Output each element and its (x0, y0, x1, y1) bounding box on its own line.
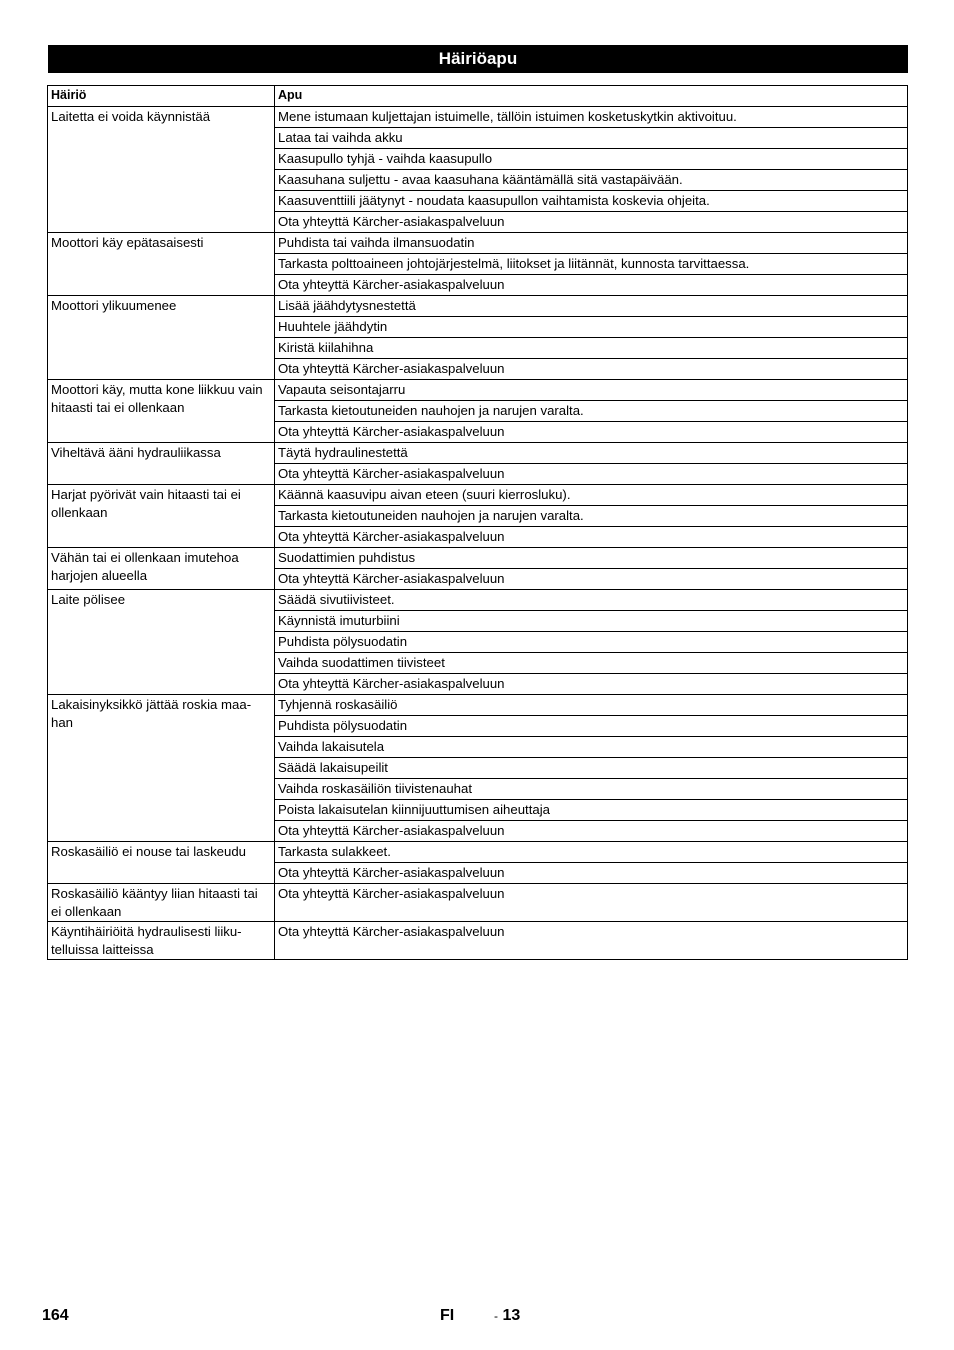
help-cell: Huuhtele jäähdytin (275, 317, 908, 338)
page-number: 164 (42, 1307, 69, 1324)
help-cell: Tarkasta polttoaineen johtojärjestelmä, liitokset ja liitännät, kunnosta tarvittaessa. (275, 254, 908, 275)
help-cell: Ota yhteyttä Kärcher-asiakaspalveluun (275, 569, 908, 590)
help-cell: Käynnistä imuturbiini (275, 611, 908, 632)
help-cell: Ota yhteyttä Kärcher-asiakaspalveluun (275, 464, 908, 485)
fault-cell: Moottori käy epätasaisesti (48, 233, 275, 296)
fault-cell: Roskasäiliö kääntyy liian hitaasti tai ei ollenkaan (48, 884, 275, 922)
table-row (48, 590, 908, 611)
table-row (48, 296, 908, 317)
language-code: FI (440, 1307, 455, 1324)
help-cell: Mene istumaan kuljettajan istuimelle, tällöin istuimen kosketuskytkin aktivoituu. (275, 107, 908, 128)
help-cell: Tyhjennä roskasäiliö (275, 695, 908, 716)
help-cell: Kaasuventtiili jäätynyt - noudata kaasupullon vaihtamista koskevia ohjeita. (275, 191, 908, 212)
sub-page-value: 13 (502, 1307, 521, 1324)
troubleshooting-table (47, 85, 908, 960)
table-row (48, 107, 908, 128)
table-row (48, 233, 908, 254)
help-cell: Vaihda roskasäiliön tiivistenauhat (275, 779, 908, 800)
help-cell: Ota yhteyttä Kärcher-asiakaspalveluun (275, 527, 908, 548)
fault-cell: Viheltävä ääni hydrauliikassa (48, 443, 275, 485)
table-row (48, 380, 908, 401)
help-cell: Tarkasta kietoutuneiden nauhojen ja narujen varalta. (275, 506, 908, 527)
help-cell: Ota yhteyttä Kärcher-asiakaspalveluun (275, 922, 908, 960)
help-cell: Kaasuhana suljettu - avaa kaasuhana kääntämällä sitä vastapäivään. (275, 170, 908, 191)
help-cell: Tarkasta kietoutuneiden nauhojen ja narujen varalta. (275, 401, 908, 422)
fault-cell: Laite pölisee (48, 590, 275, 695)
fault-cell: Roskasäiliö ei nouse tai laskeudu (48, 842, 275, 884)
help-cell: Poista lakaisutelan kiinnijuuttumisen aiheuttaja (275, 800, 908, 821)
column-header-fault: Häiriö (48, 86, 275, 107)
help-cell: Ota yhteyttä Kärcher-asiakaspalveluun (275, 275, 908, 296)
sub-page-number (494, 1307, 520, 1325)
help-cell: Puhdista pölysuodatin (275, 716, 908, 737)
table-row (48, 443, 908, 464)
table-header-row (48, 86, 908, 107)
help-cell: Vaihda suodattimen tiivisteet (275, 653, 908, 674)
help-cell: Käännä kaasuvipu aivan eteen (suuri kierrosluku). (275, 485, 908, 506)
table-row (48, 695, 908, 716)
help-cell: Ota yhteyttä Kärcher-asiakaspalveluun (275, 212, 908, 233)
help-cell: Ota yhteyttä Kärcher-asiakaspalveluun (275, 674, 908, 695)
help-cell: Ota yhteyttä Kärcher-asiakaspalveluun (275, 359, 908, 380)
fault-cell: Moottori käy, mutta kone liikkuu vain hitaasti tai ei ollenkaan (48, 380, 275, 443)
table-row (48, 922, 908, 960)
fault-cell: Lakaisinyksikkö jättää roskia maa-han (48, 695, 275, 842)
help-cell: Kiristä kiilahihna (275, 338, 908, 359)
fault-cell: Vähän tai ei ollenkaan imutehoa harjojen alueella (48, 548, 275, 590)
fault-cell: Laitetta ei voida käynnistää (48, 107, 275, 233)
column-header-help: Apu (275, 86, 908, 107)
help-cell: Ota yhteyttä Kärcher-asiakaspalveluun (275, 422, 908, 443)
fault-cell: Käyntihäiriöitä hydraulisesti liiku-telluissa laitteissa (48, 922, 275, 960)
help-cell: Kaasupullo tyhjä - vaihda kaasupullo (275, 149, 908, 170)
help-cell: Täytä hydraulinestettä (275, 443, 908, 464)
section-title: Häiriöapu (48, 45, 908, 73)
sub-page-dash: - (494, 1309, 498, 1323)
help-cell: Säädä lakaisupeilit (275, 758, 908, 779)
help-cell: Vapauta seisontajarru (275, 380, 908, 401)
help-cell: Lataa tai vaihda akku (275, 128, 908, 149)
help-cell: Puhdista tai vaihda ilmansuodatin (275, 233, 908, 254)
help-cell: Ota yhteyttä Kärcher-asiakaspalveluun (275, 884, 908, 922)
table-row (48, 842, 908, 863)
help-cell: Ota yhteyttä Kärcher-asiakaspalveluun (275, 821, 908, 842)
help-cell: Tarkasta sulakkeet. (275, 842, 908, 863)
fault-cell: Moottori ylikuumenee (48, 296, 275, 380)
help-cell: Vaihda lakaisutela (275, 737, 908, 758)
table-row (48, 548, 908, 569)
help-cell: Säädä sivutiivisteet. (275, 590, 908, 611)
table-row (48, 485, 908, 506)
help-cell: Suodattimien puhdistus (275, 548, 908, 569)
table-row (48, 884, 908, 922)
help-cell: Ota yhteyttä Kärcher-asiakaspalveluun (275, 863, 908, 884)
table-body (48, 107, 908, 960)
help-cell: Lisää jäähdytysnestettä (275, 296, 908, 317)
fault-cell: Harjat pyörivät vain hitaasti tai ei ollenkaan (48, 485, 275, 548)
help-cell: Puhdista pölysuodatin (275, 632, 908, 653)
